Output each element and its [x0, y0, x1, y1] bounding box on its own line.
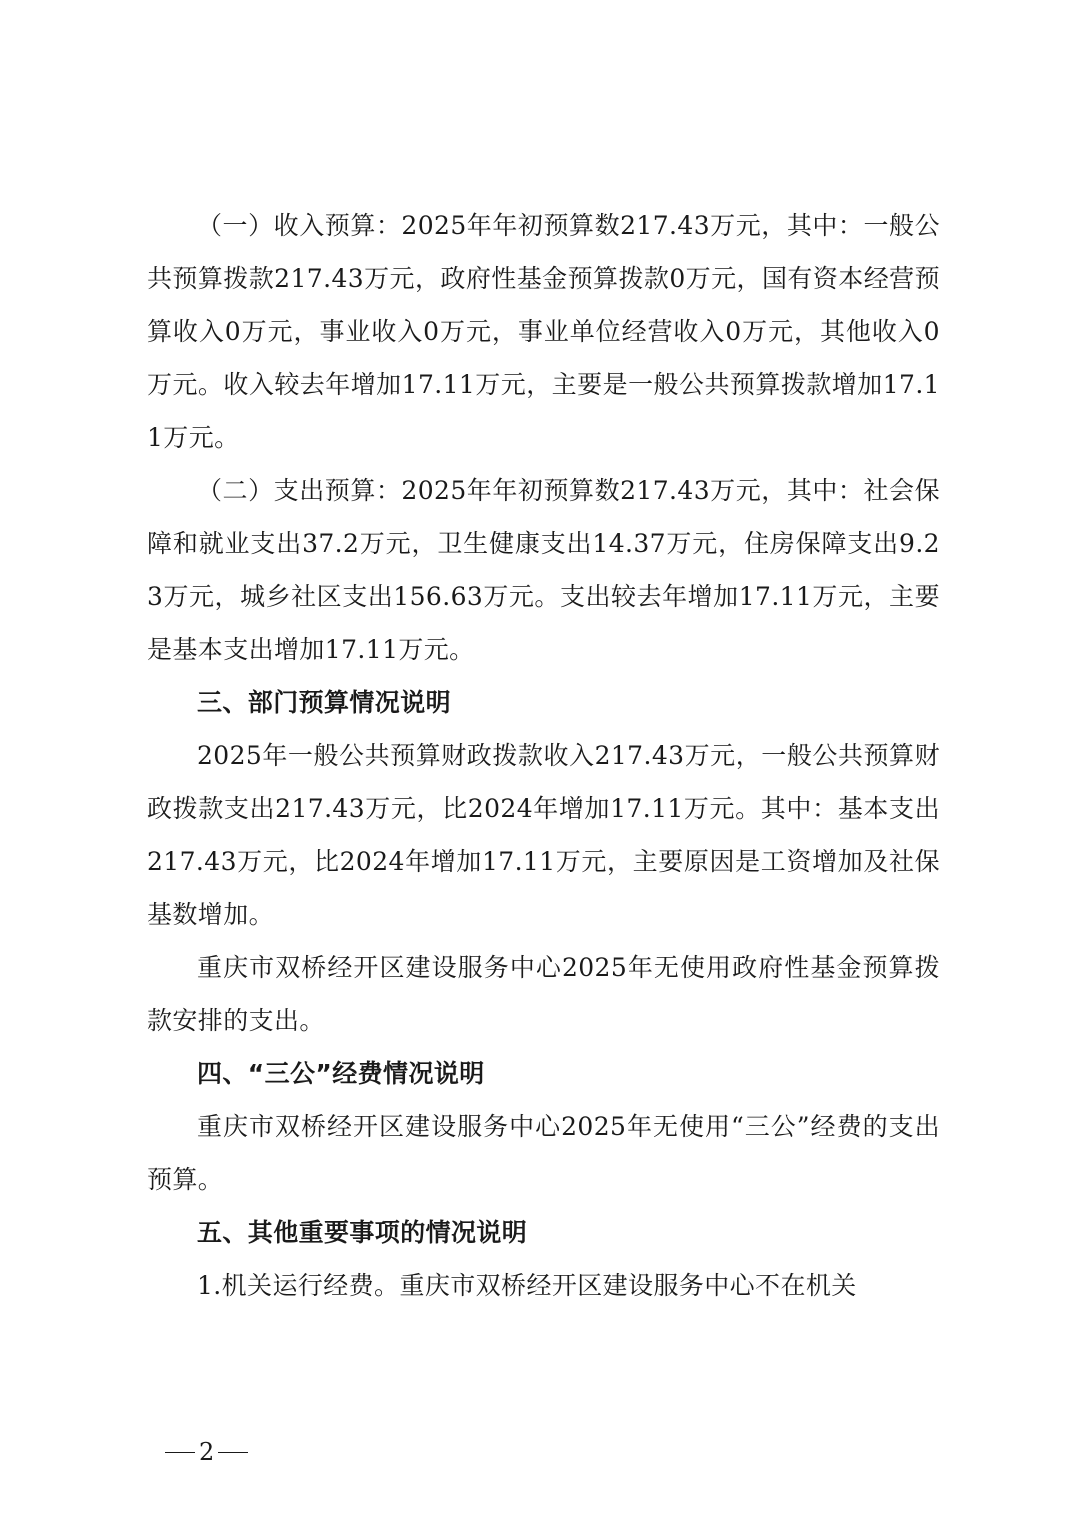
page-number: 2 [199, 1438, 215, 1466]
document-body [147, 199, 940, 1312]
section-5-paragraph-1: 1.机关运行经费。重庆市双桥经开区建设服务中心不在机关 [197, 1271, 857, 1300]
footer-dash-right [218, 1452, 248, 1453]
section-4-heading: 四、“三公”经费情况说明 [197, 1059, 485, 1088]
expense-budget-paragraph: （二）支出预算：2025年年初预算数217.43万元，其中：社会保障和就业支出37.2万元，卫生健康支出14.37万元，住房保障支出9.23万元，城乡社区支出156.63万元。支出较去年增加17.11万元，主要是基本支出增加17.11万元。 [147, 476, 940, 664]
section-3-heading: 三、部门预算情况说明 [197, 688, 452, 717]
section-3-paragraph-1: 2025年一般公共预算财政拨款收入217.43万元，一般公共预算财政拨款支出217.43万元，比2024年增加17.11万元。其中：基本支出217.43万元，比2024年增加17.11万元，主要原因是工资增加及社保基数增加。 [147, 741, 940, 929]
income-budget-paragraph: （一）收入预算：2025年年初预算数217.43万元，其中：一般公共预算拨款217.43万元，政府性基金预算拨款0万元，国有资本经营预算收入0万元，事业收入0万元，事业单位经营收入0万元，其他收入0万元。收入较去年增加17.11万元，主要是一般公共预算拨款增加17.11万元。 [147, 211, 940, 452]
footer-dash-left [165, 1452, 195, 1453]
section-4-paragraph-1: 重庆市双桥经开区建设服务中心2025年无使用“三公”经费的支出预算。 [147, 1112, 940, 1194]
section-3-paragraph-2: 重庆市双桥经开区建设服务中心2025年无使用政府性基金预算拨款安排的支出。 [147, 953, 940, 1035]
section-5-heading: 五、其他重要事项的情况说明 [197, 1218, 528, 1247]
page-footer [165, 1438, 248, 1466]
